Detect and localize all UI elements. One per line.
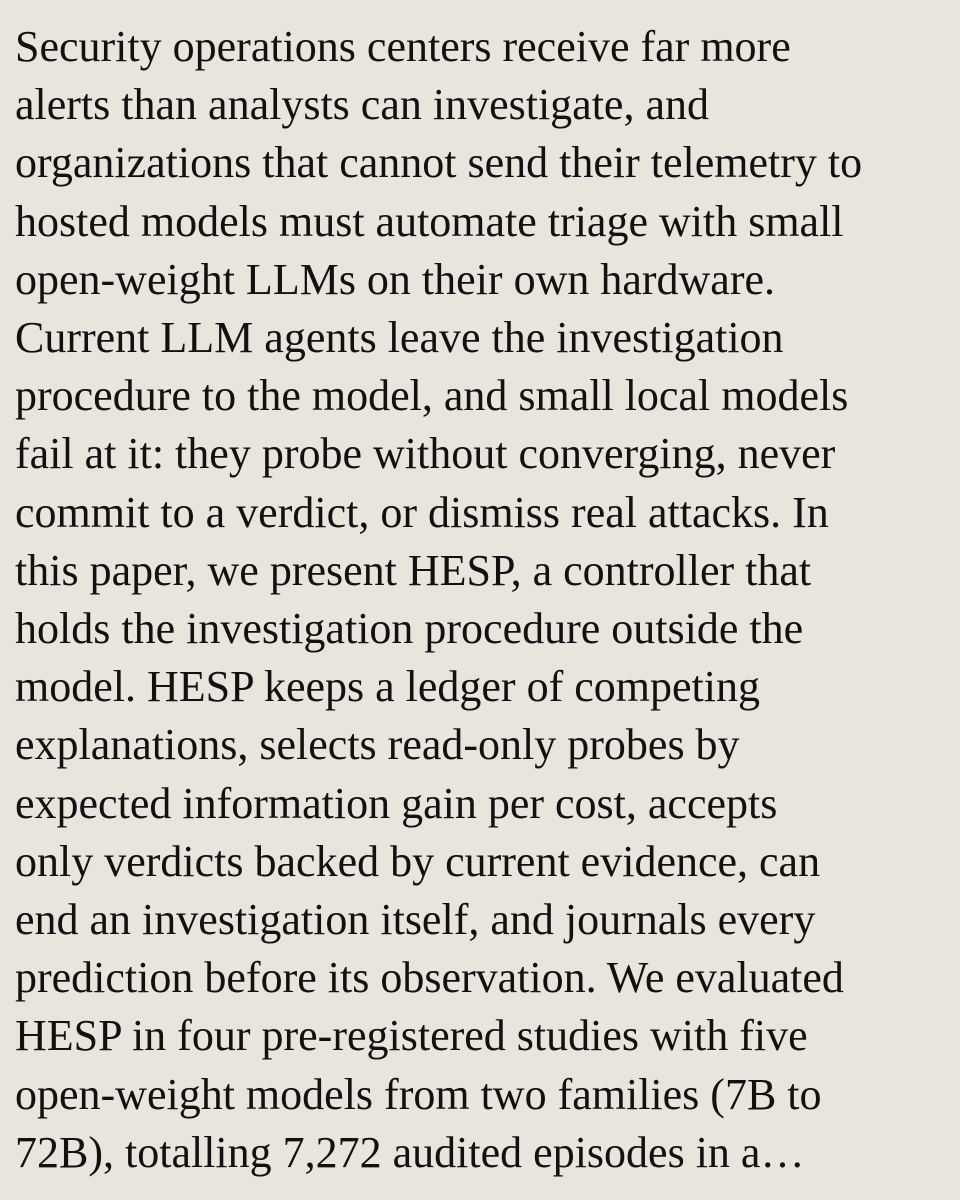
abstract-line: explanations, selects read-only probes by: [15, 720, 740, 770]
abstract-line: organizations that cannot send their telemetry to: [15, 138, 863, 188]
abstract-line: HESP in four pre-registered studies with five: [15, 1011, 808, 1061]
abstract-line: fail at it: they probe without converging, never: [15, 429, 836, 479]
abstract-line: only verdicts backed by current evidence, can: [15, 836, 821, 886]
abstract-line: alerts than analysts can investigate, and: [15, 80, 709, 130]
abstract-line: Current LLM agents leave the investigation: [15, 313, 784, 363]
abstract-line: open-weight models from two families (7B to: [15, 1069, 822, 1119]
abstract-line: end an investigation itself, and journals every: [15, 895, 816, 945]
abstract-line: commit to a verdict, or dismiss real attacks. In: [15, 487, 829, 537]
abstract-line: holds the investigation procedure outside the: [15, 604, 804, 654]
abstract-line: hosted models must automate triage with small: [15, 196, 844, 246]
abstract-line: model. HESP keeps a ledger of competing: [15, 662, 760, 712]
abstract-line: procedure to the model, and small local models: [15, 371, 849, 421]
abstract-text: [15, 18, 946, 1182]
abstract-line: this paper, we present HESP, a controller that: [15, 545, 812, 595]
abstract-line: 72B), totalling 7,272 audited episodes in a…: [15, 1127, 805, 1177]
abstract-line: Security operations centers receive far more: [15, 22, 791, 71]
abstract-line: open-weight LLMs on their own hardware.: [15, 254, 776, 304]
abstract-line: prediction before its observation. We evaluated: [15, 953, 844, 1003]
abstract-line: expected information gain per cost, accepts: [15, 778, 778, 828]
